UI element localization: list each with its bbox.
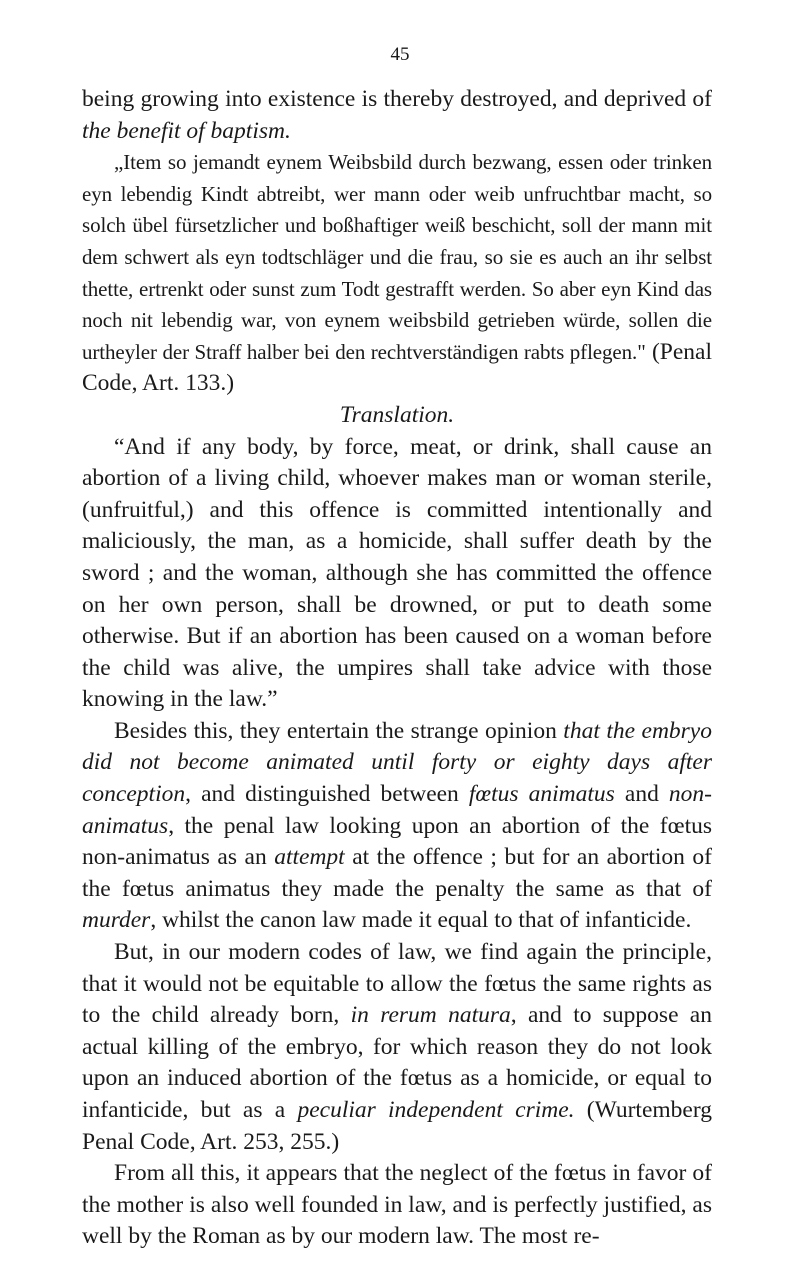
german-text: „Item so jemandt eynem Weibsbild durch bezwang, essen oder trinken eyn lebendig Kindt abtreibt, wer mann oder weib unfruchtbar macht, so solch übel fürsetzlicher und boßhaftiger weiß beschicht, soll der mann mit dem schwert als eyn todtschläger und die frau, so sie es auch an ihr selbst thette, ertrenkt oder sunst zum Todt gestrafft werden. So aber eyn Kind das noch nit lebendig war, von eynem weibsbild getrieben würde, sollen die urtheyler der Straff halber bei den rechtverständigen rabts pflegen."	[82, 150, 712, 364]
page-body	[82, 84, 712, 1253]
text-run: Besides this, they entertain the strange opinion	[114, 717, 564, 744]
emphasis-text: attempt	[274, 844, 345, 871]
text-run: at the offence ; but for an abortion of the fœtus animatus they made the penalty the same as that of	[82, 844, 712, 902]
emphasis-text: fœtus animatus	[468, 781, 615, 808]
emphasis-text: the benefit of baptism.	[82, 117, 291, 144]
text-run: being growing into existence is thereby destroyed, and deprived of	[82, 86, 712, 112]
text-run: , and to suppose an actual killing of the embryo, for which reason they do not look upon an induced abortion of the fœtus as a homicide, or equal to infanticide, but as a	[82, 1002, 712, 1123]
paragraph-besides	[82, 716, 712, 937]
emphasis-text: that the embryo did not become animated until forty or eighty days after conception	[82, 717, 712, 808]
emphasis-text: in rerum natura	[350, 1002, 511, 1029]
paragraph-modern-codes	[82, 937, 712, 1158]
text-run: (Wurtemberg Penal Code, Art. 253, 255.)	[82, 1097, 713, 1155]
emphasis-text: murder	[82, 907, 151, 934]
page-number: 45	[390, 44, 410, 65]
paragraph-continuation	[82, 84, 712, 147]
citation: (Penal Code, Art. 133.)	[82, 338, 712, 397]
german-quotation	[82, 147, 712, 400]
text-run: , the penal law looking upon an abortion of the fœtus non-animatus as an	[82, 812, 712, 871]
paragraph-conclusion: From all this, it appears that the neglect of the fœtus in favor of the mother is also well founded in law, and is perfectly justified, as well by the Roman as by our modern law. The most re-	[82, 1160, 712, 1250]
text-run: and	[614, 781, 669, 808]
text-run: , whilst the canon law made it equal to that of infanticide.	[150, 907, 692, 934]
text-run: But, in our modern codes of law, we find again the principle, that it would not be equitable to allow the fœtus the same rights as to the child already born,	[82, 939, 712, 1029]
translation-heading: Translation.	[339, 401, 455, 428]
translation-paragraph: “And if any body, by force, meat, or drink, shall cause an abortion of a living child, whoever makes man or woman sterile, (unfruitful,) and this offence is committed intentionally and maliciously, the man, as a homicide, shall suffer death by the sword ; and the woman, although she has committed the offence on her own person, shall be drowned, or put to death some otherwise. But if an abortion has been caused on a woman before the child was alive, the umpires shall take advice with those knowing in the law.”	[82, 433, 712, 713]
emphasis-text: peculiar independent crime.	[297, 1097, 575, 1123]
text-run: , and distinguished between	[185, 781, 469, 808]
emphasis-text: non-animatus	[82, 781, 712, 839]
